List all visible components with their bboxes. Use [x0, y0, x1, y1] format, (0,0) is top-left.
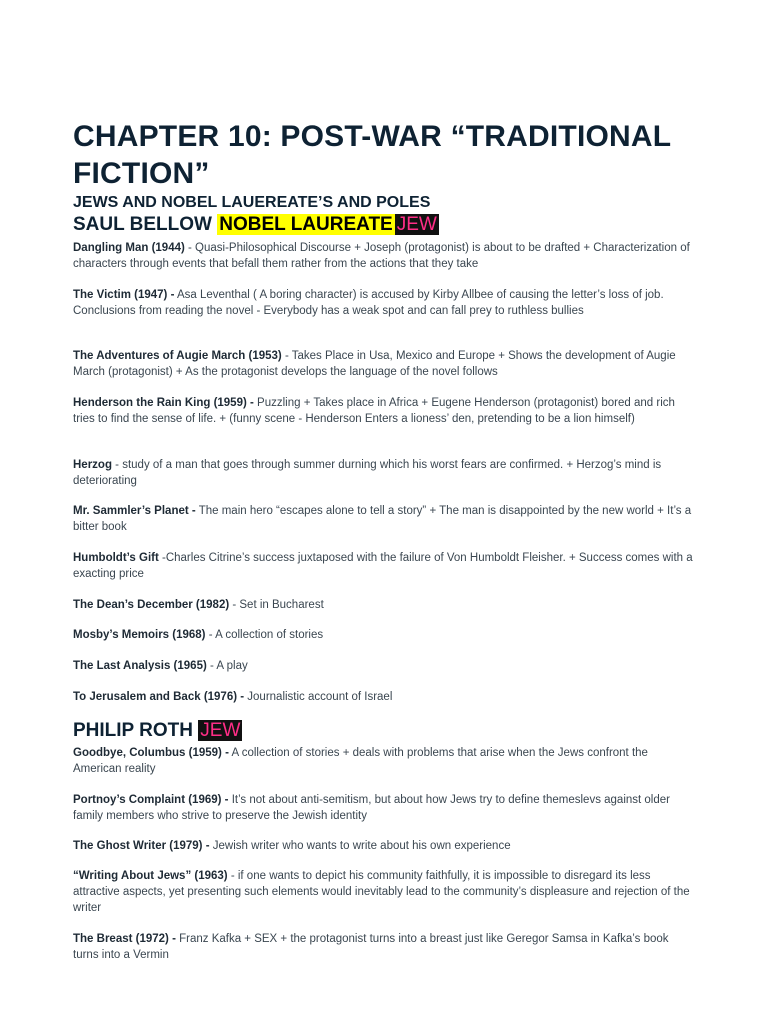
book-entry [73, 550, 697, 582]
book-description: A collection of stories + deals with problems that arise when the Jews confront the American reality [73, 747, 648, 775]
book-entry [73, 658, 697, 674]
author-heading-roth [73, 720, 242, 742]
book-entry [73, 838, 697, 854]
book-description: Puzzling + Takes place in Africa + Eugene Henderson (protagonist) bored and rich tries to find the sense of life. + (funny scene - Henderson Enters a lioness’ den, pretending to be a lion himself) [73, 397, 675, 425]
book-entry [73, 240, 697, 272]
section-subtitle: JEWS AND NOBEL LAUEREATE’S AND POLES [73, 194, 431, 211]
jew-badge: JEW [396, 214, 437, 235]
book-description: - Set in Bucharest [229, 599, 324, 611]
book-description: - A play [206, 660, 248, 672]
book-title: The Adventures of Augie March (1953) [73, 350, 282, 362]
book-entry [73, 503, 697, 535]
book-entry [73, 395, 697, 427]
book-description: Franz Kafka + SEX + the protagonist turns into a breast just like Geregor Samsa in Kafka’s book turns into a Vermin [73, 933, 669, 961]
book-title: Mosby’s Memoirs (1968) [73, 629, 206, 641]
book-description: It’s not about anti-semitism, but about how Jews try to define themeslevs against older family members who strive to preserve the Jewish identity [73, 794, 670, 822]
book-entry [73, 931, 697, 963]
book-title: The Last Analysis (1965) [73, 660, 207, 672]
book-title: “Writing About Jews” (1963) [73, 870, 228, 882]
book-description: - if one wants to depict his community faithfully, it is impossible to disregard its less attractive aspects, yet presenting such elements would inevitably lead to the community’s displeasure and rejection of the writer [73, 870, 690, 914]
book-description: Jewish writer who wants to write about his own experience [209, 840, 511, 852]
book-title: Herzog [73, 459, 112, 471]
book-description: - Takes Place in Usa, Mexico and Europe + Shows the development of Augie March (protagonist) + As the protagonist develops the language of the novel follows [73, 350, 676, 378]
book-title: The Dean’s December (1982) [73, 599, 230, 611]
book-entry [73, 689, 697, 705]
book-title: The Victim (1947) - [73, 289, 175, 301]
book-description: - study of a man that goes through summer durning which his worst fears are confirmed. + Herzog’s mind is deteriorating [73, 459, 662, 487]
author-name: SAUL BELLOW [73, 214, 212, 235]
book-title: Goodbye, Columbus (1959) - [73, 747, 229, 759]
book-entry [73, 792, 697, 824]
book-title: Mr. Sammler’s Planet - [73, 505, 196, 517]
book-description: - Quasi-Philosophical Discourse + Joseph (protagonist) is about to be drafted + Characterization of characters through events that befall them rather from the actions that they take [73, 242, 690, 270]
book-title: The Ghost Writer (1979) - [73, 840, 210, 852]
book-description: - A collection of stories [205, 629, 324, 641]
chapter-title: CHAPTER 10: POST-WAR “TRADITIONAL FICTION” [73, 120, 671, 190]
book-entry [73, 287, 697, 319]
book-entry [73, 868, 697, 916]
book-title: Henderson the Rain King (1959) - [73, 397, 254, 409]
author-heading-bellow [73, 214, 439, 236]
book-description: The main hero “escapes alone to tell a story” + The man is disappointed by the new world + It’s a bitter book [73, 505, 692, 533]
book-title: The Breast (1972) - [73, 933, 176, 945]
book-title: Portnoy’s Complaint (1969) - [73, 794, 229, 806]
book-title: Dangling Man (1944) [73, 242, 185, 254]
book-entry [73, 745, 697, 777]
book-description: Journalistic account of Israel [244, 691, 393, 703]
book-entry [73, 348, 697, 380]
book-entry [73, 597, 697, 613]
jew-badge: JEW [200, 720, 241, 741]
nobel-laureate-badge: NOBEL LAUREATE [219, 214, 393, 235]
book-title: To Jerusalem and Back (1976) - [73, 691, 245, 703]
book-title: Humboldt’s Gift [73, 552, 159, 564]
book-description: -Charles Citrine’s success juxtaposed with the failure of Von Humboldt Fleisher. + Success comes with a exacting price [73, 552, 693, 580]
book-entry [73, 627, 697, 643]
book-description: Asa Leventhal ( A boring character) is accused by Kirby Allbee of causing the letter’s loss of job. Conclusions from reading the novel - Everybody has a weak spot and can fall prey to ruthless bullies [73, 289, 664, 317]
book-entry [73, 457, 697, 489]
author-name: PHILIP ROTH [73, 720, 193, 741]
